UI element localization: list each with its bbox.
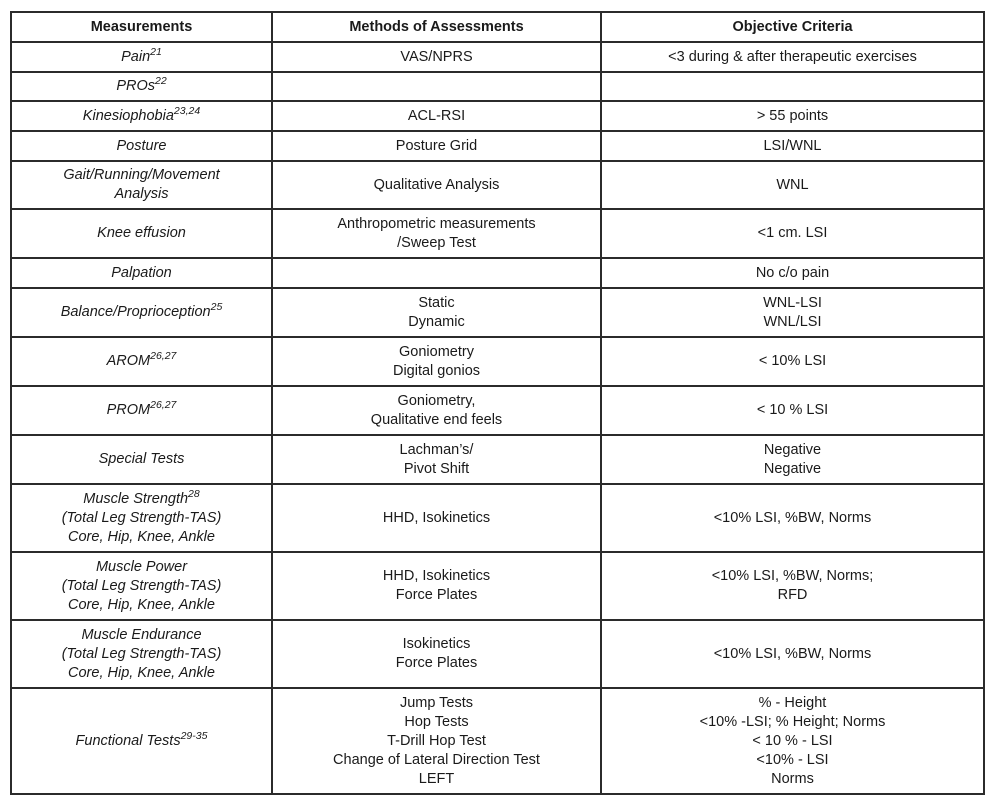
measurement-cell: [11, 386, 272, 435]
assessment-criteria-table: [10, 11, 985, 795]
header-methods: Methods of Assessments: [272, 12, 601, 42]
methods-text: Force Plates: [395, 587, 478, 603]
measurement-label: (Total Leg Strength-TAS): [61, 509, 222, 526]
measurement-label: Muscle Power: [95, 558, 188, 575]
measurement-cell: [11, 337, 272, 386]
methods-text: VAS/NPRS: [400, 48, 473, 65]
measurement-text: [16, 596, 267, 615]
methods-text: Qualitative Analysis: [373, 176, 500, 193]
measurement-text: [16, 450, 267, 469]
methods-text: Pivot Shift: [403, 460, 470, 477]
criteria-text: WNL-LSI: [763, 294, 822, 311]
measurement-label: Gait/Running/Movement: [63, 167, 220, 183]
criteria-cell: [601, 288, 984, 337]
reference-superscript: 21: [150, 45, 162, 58]
reference-superscript: 26,27: [150, 399, 177, 411]
criteria-text: Norms: [771, 770, 814, 787]
methods-text: Isokinetics: [402, 636, 471, 652]
table-row: [11, 101, 984, 131]
methods-cell: [272, 258, 601, 288]
measurement-label: AROM: [106, 353, 151, 369]
methods-text: Dynamic: [408, 313, 465, 330]
methods-cell: [272, 688, 601, 794]
methods-text: Digital gonios: [392, 362, 481, 379]
measurement-label: Core, Hip, Knee, Ankle: [68, 596, 215, 613]
methods-text: Anthropometric measurements: [337, 215, 536, 232]
table-row: [11, 435, 984, 484]
measurement-text: [16, 185, 267, 204]
measurement-cell: [11, 620, 272, 688]
measurement-text: [16, 264, 267, 283]
header-row: [11, 12, 984, 42]
table-row: [11, 42, 984, 72]
measurement-label: Muscle Strength: [83, 490, 189, 507]
measurement-label: Knee effusion: [97, 225, 186, 241]
methods-cell: [272, 131, 601, 161]
measurement-cell: [11, 131, 272, 161]
measurement-text: [16, 664, 267, 683]
table-row: [11, 386, 984, 435]
criteria-cell: [601, 72, 984, 101]
methods-cell: [272, 337, 601, 386]
criteria-text: <10% - LSI: [756, 751, 829, 768]
measurement-cell: [11, 552, 272, 620]
reference-superscript: 25: [210, 301, 223, 313]
criteria-text: <10% LSI, %BW, Norms: [713, 509, 872, 526]
table-row: [11, 620, 984, 688]
measurement-text: [16, 528, 267, 547]
measurement-text: [16, 729, 267, 751]
criteria-text: WNL: [776, 176, 809, 193]
methods-cell: [272, 552, 601, 620]
criteria-cell: [601, 258, 984, 288]
table-row: [11, 288, 984, 337]
reference-superscript: 28: [188, 487, 200, 500]
criteria-text: WNL/LSI: [763, 313, 822, 330]
methods-text: Lachman’s/: [399, 441, 474, 458]
measurement-label: Core, Hip, Knee, Ankle: [68, 664, 215, 681]
table-row: [11, 337, 984, 386]
methods-text: T-Drill Hop Test: [387, 732, 486, 749]
methods-text: Static: [418, 294, 455, 311]
measurement-label: Special Tests: [98, 451, 185, 467]
criteria-cell: [601, 161, 984, 209]
criteria-text: <3 during & after therapeutic exercises: [668, 48, 917, 65]
criteria-text: LSI/WNL: [763, 137, 822, 154]
measurement-cell: [11, 258, 272, 288]
measurement-text: [16, 401, 267, 420]
measurement-text: [16, 509, 267, 528]
measurement-text: [16, 352, 267, 371]
methods-text: Qualitative end feels: [370, 411, 503, 428]
criteria-text: <10% LSI, %BW, Norms: [713, 645, 872, 662]
methods-cell: [272, 42, 601, 72]
measurement-label: Core, Hip, Knee, Ankle: [68, 528, 215, 545]
measurement-text: [16, 645, 267, 664]
criteria-text: < 10 % - LSI: [752, 732, 833, 749]
criteria-cell: [601, 552, 984, 620]
table-row: [11, 161, 984, 209]
criteria-cell: [601, 386, 984, 435]
measurement-cell: [11, 484, 272, 552]
criteria-text: < 10% LSI: [758, 353, 827, 369]
methods-text: Change of Lateral Direction Test: [333, 751, 540, 768]
methods-text: Posture Grid: [395, 137, 478, 154]
table-row: [11, 131, 984, 161]
methods-cell: [272, 209, 601, 258]
measurement-text: [16, 487, 267, 509]
criteria-text: < 10 % LSI: [756, 402, 829, 418]
measurement-cell: [11, 209, 272, 258]
measurement-label: Analysis: [114, 186, 169, 202]
methods-text: Hop Tests: [404, 713, 469, 730]
methods-cell: [272, 161, 601, 209]
measurement-label: (Total Leg Strength-TAS): [61, 645, 222, 662]
methods-text: ACL-RSI: [407, 107, 466, 124]
measurement-text: [16, 137, 267, 156]
measurement-label: (Total Leg Strength-TAS): [61, 577, 222, 594]
measurement-text: [16, 558, 267, 577]
measurement-cell: [11, 435, 272, 484]
criteria-text: > 55 points: [756, 107, 829, 124]
criteria-text: <1 cm. LSI: [757, 225, 828, 241]
measurement-label: Pain: [121, 48, 151, 65]
reference-superscript: 23,24: [173, 104, 201, 117]
criteria-text: RFD: [777, 587, 808, 603]
measurement-label: Functional Tests: [75, 732, 181, 749]
measurement-label: Posture: [116, 137, 167, 154]
criteria-text: Negative: [763, 441, 822, 458]
measurement-label: Balance/Proprioception: [60, 304, 211, 320]
methods-cell: [272, 386, 601, 435]
table-row: [11, 688, 984, 794]
methods-text: Jump Tests: [399, 694, 474, 711]
measurement-text: [16, 77, 267, 96]
measurement-text: [16, 303, 267, 322]
criteria-cell: [601, 620, 984, 688]
methods-cell: [272, 101, 601, 131]
criteria-cell: [601, 209, 984, 258]
methods-text: HHD, Isokinetics: [382, 509, 491, 526]
measurement-cell: [11, 161, 272, 209]
methods-text: Force Plates: [395, 655, 478, 671]
measurement-label: Kinesiophobia: [82, 107, 174, 124]
measurement-label: PROs: [116, 78, 155, 94]
measurement-label: PROM: [106, 402, 151, 418]
header-measurements: Measurements: [11, 12, 272, 42]
criteria-cell: [601, 131, 984, 161]
criteria-text: % - Height: [758, 694, 827, 711]
methods-text: LEFT: [418, 770, 455, 787]
measurement-cell: [11, 688, 272, 794]
reference-superscript: 26,27: [150, 350, 177, 362]
criteria-text: Negative: [763, 460, 822, 477]
criteria-text: <10% LSI, %BW, Norms;: [711, 568, 874, 584]
measurement-label: Muscle Endurance: [81, 626, 202, 643]
criteria-cell: [601, 484, 984, 552]
measurement-cell: [11, 42, 272, 72]
methods-cell: [272, 484, 601, 552]
methods-text: HHD, Isokinetics: [382, 568, 491, 584]
reference-superscript: 29-35: [180, 729, 208, 742]
table-row: [11, 209, 984, 258]
methods-cell: [272, 620, 601, 688]
methods-cell: [272, 435, 601, 484]
measurement-text: [16, 45, 267, 67]
criteria-text: <10% -LSI; % Height; Norms: [699, 713, 886, 730]
methods-cell: [272, 288, 601, 337]
measurement-text: [16, 224, 267, 243]
criteria-cell: [601, 101, 984, 131]
measurement-cell: [11, 288, 272, 337]
methods-text: Goniometry,: [397, 392, 476, 409]
methods-text: Goniometry: [399, 343, 474, 360]
table-row: [11, 258, 984, 288]
measurement-text: [16, 626, 267, 645]
measurement-cell: [11, 101, 272, 131]
criteria-cell: [601, 435, 984, 484]
measurement-text: [16, 577, 267, 596]
criteria-cell: [601, 688, 984, 794]
methods-text: /Sweep Test: [397, 234, 476, 251]
table-row: [11, 552, 984, 620]
table-row: [11, 72, 984, 101]
table-body: [11, 42, 984, 794]
table-row: [11, 484, 984, 552]
measurement-text: [16, 166, 267, 185]
criteria-cell: [601, 337, 984, 386]
criteria-cell: [601, 42, 984, 72]
methods-cell: [272, 72, 601, 101]
measurement-text: [16, 104, 267, 126]
criteria-text: No c/o pain: [755, 264, 830, 281]
measurement-cell: [11, 72, 272, 101]
header-criteria: Objective Criteria: [601, 12, 984, 42]
reference-superscript: 22: [154, 75, 167, 87]
measurement-label: Palpation: [111, 264, 172, 281]
